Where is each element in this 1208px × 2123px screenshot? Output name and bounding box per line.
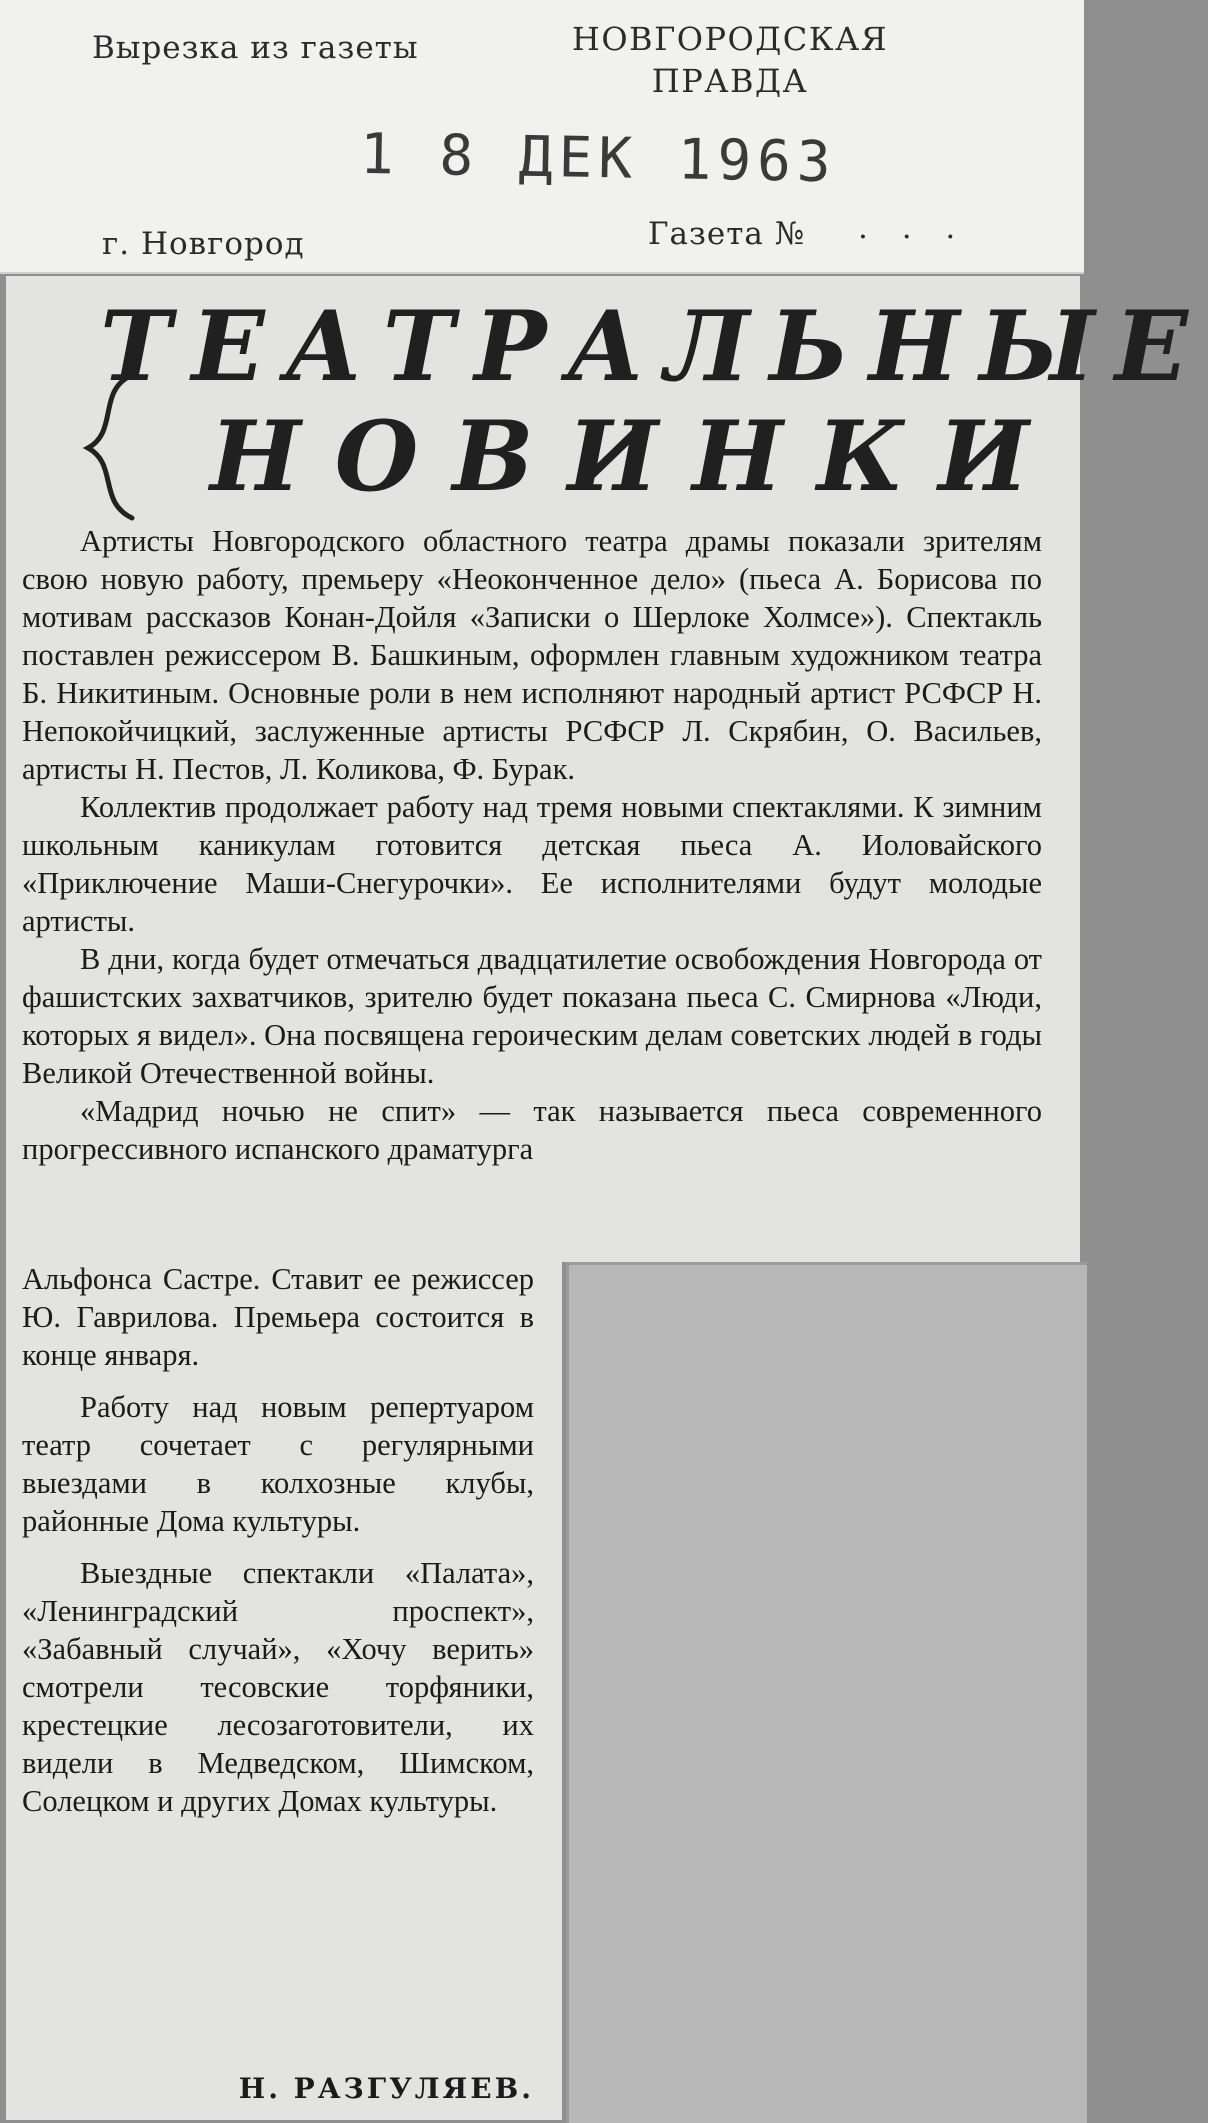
city-label: г. Новгород: [102, 226, 305, 262]
issue-dots: . . .: [858, 210, 968, 246]
article-paragraph: Работу над новым репертуаром театр сочетает с регулярными выездами в колхозные клубы, районные Дома культуры.: [22, 1390, 534, 1538]
article-body-column: [22, 1260, 534, 1834]
newspaper-name: [560, 18, 900, 102]
article-paragraph: Артисты Новгородского областного театра драмы показали зрителям свою новую работу, премьеру «Неоконченное дело» (пьеса А. Борисова по мотивам рассказов Конан-Дойля «Записки о Шерлоке Холмсе»). Спектакль поставлен режиссером В. Башкиным, оформлен главным художником театра Б. Никитиным. Основные роли в нем исполняют народный артист РСФСР Н. Непокойчицкий, заслуженные артисты РСФСР Л. Скрябин, О. Васильев, артисты Н. Пестов, Л. Коликова, Ф. Бурак.: [22, 524, 1042, 786]
article-author: Н. РАЗГУЛЯЕВ.: [238, 2072, 534, 2105]
headline-line2: НОВИНКИ: [210, 400, 1063, 513]
newspaper-name-line2: ПРАВДА: [651, 62, 809, 100]
clipping-label: Вырезка из газеты: [92, 30, 419, 66]
article-paragraph: Выездные спектакли «Палата», «Ленинградский проспект», «Забавный случай», «Хочу верить» смотрели тесовские торфяники, крестецкие лесозаготовители, их видели в Медведском, Шимском, Солецком и других Домах культуры.: [22, 1556, 534, 1818]
article-body-full-width: [22, 522, 1042, 1168]
newspaper-name-line1: НОВГОРОДСКАЯ: [571, 20, 889, 58]
article-paragraph: Коллектив продолжает работу над тремя новыми спектаклями. К зимним школьным каникулам готовится детская пьеса А. Иоловайского «Приключение Маши-Снегурочки». Ее исполнителями будут молодые артисты.: [22, 790, 1042, 938]
article-paragraph: В дни, когда будет отмечаться двадцатилетие освобождения Новгорода от фашистских захватчиков, зрителю будет показана пьеса С. Смирнова «Люди, которых я видел». Она посвящена героическим делам советских людей в годы Великой Отечественной войны.: [22, 942, 1042, 1090]
clipping-header-slip: [0, 0, 1084, 274]
issue-label: Газета №: [648, 216, 806, 252]
date-stamp: 1 8 ДЕК 1963: [359, 121, 838, 196]
article-paragraph: Альфонса Састре. Ставит ее режиссер Ю. Гаврилова. Премьера состоится в конце января.: [22, 1262, 534, 1372]
headline-line1: ТЕАТРАЛЬНЫЕ: [100, 290, 1208, 403]
background-panel: [566, 1262, 1087, 2123]
article-paragraph: «Мадрид ночью не спит» — так называется пьеса современного прогрессивного испанского драматурга: [22, 1094, 1042, 1166]
